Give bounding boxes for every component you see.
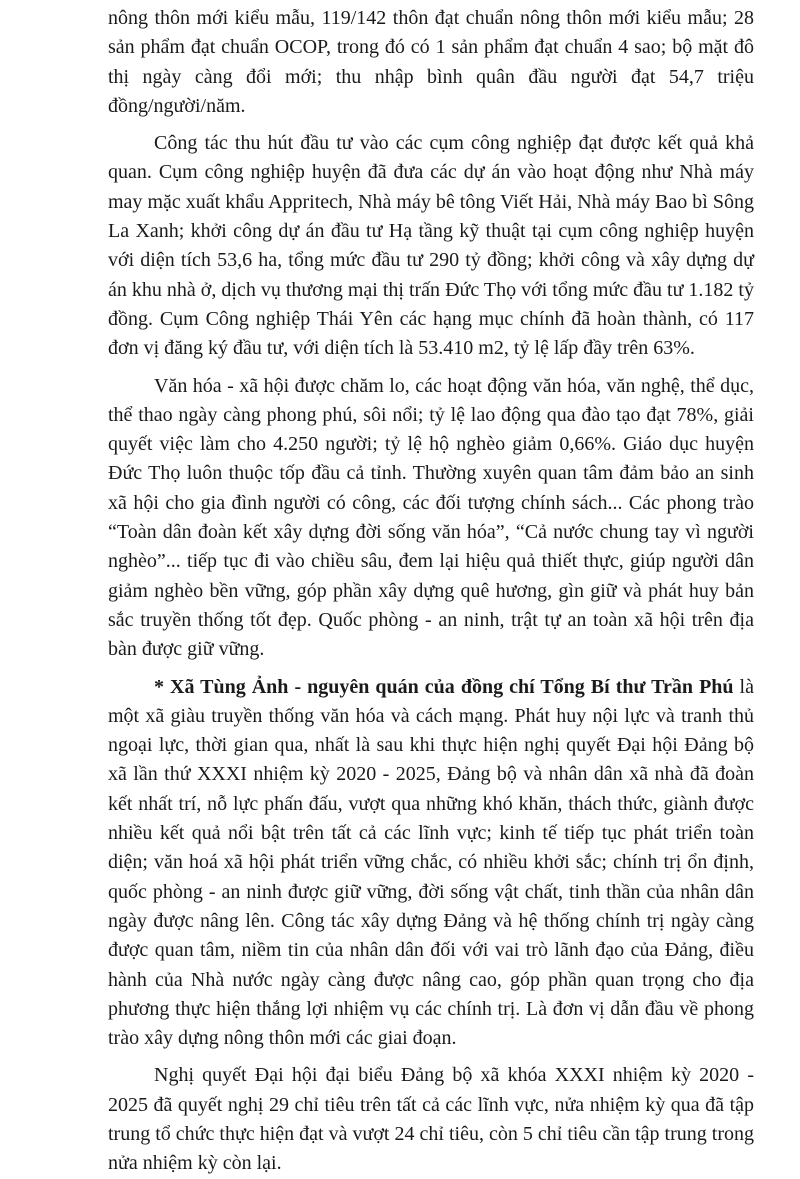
paragraph-lead-bold: * Xã Tùng Ảnh - nguyên quán của đồng chí Tổng Bí thư Trần Phú [154, 675, 734, 698]
paragraph-tung-anh-commune [108, 673, 754, 1054]
paragraph-industrial-investment: Công tác thu hút đầu tư vào các cụm công nghiệp đạt được kết quả khả quan. Cụm công nghiệp huyện đã đưa các dự án vào hoạt động như Nhà máy may mặc xuất khẩu Appritech, Nhà máy bê tông Viết Hải, Nhà máy Bao bì Sông La Xanh; khởi công dự án đầu tư Hạ tầng kỹ thuật tại cụm công nghiệp huyện với diện tích 53,6 ha, tổng mức đầu tư 290 tỷ đồng; khởi công và xây dựng dự án khu nhà ở, dịch vụ thương mại thị trấn Đức Thọ với tổng mức đầu tư 1.182 tỷ đồng. Cụm Công nghiệp Thái Yên các hạng mục chính đã hoàn thành, có 117 đơn vị đăng ký đầu tư, với diện tích là 53.410 m2, tỷ lệ lấp đầy trên 63%. [108, 132, 754, 360]
paragraph-continuation: nông thôn mới kiểu mẫu, 119/142 thôn đạt chuẩn nông thôn mới kiểu mẫu; 28 sản phẩm đạt chuẩn OCOP, trong đó có 1 sản phẩm đạt chuẩn 4 sao; bộ mặt đô thị ngày càng đổi mới; thu nhập bình quân đầu người đạt 54,7 triệu đồng/người/năm. [108, 7, 754, 117]
paragraph-resolution: Nghị quyết Đại hội đại biểu Đảng bộ xã khóa XXXI nhiệm kỳ 2020 - 2025 đã quyết nghị 29 chỉ tiêu trên tất cả các lĩnh vực, nửa nhiệm kỳ qua đã tập trung tổ chức thực hiện đạt và vượt 24 chỉ tiêu, còn 5 chỉ tiêu cần tập trung trong nửa nhiệm kỳ còn lại. [108, 1064, 754, 1175]
paragraph-culture-society: Văn hóa - xã hội được chăm lo, các hoạt động văn hóa, văn nghệ, thể dục, thể thao ngày càng phong phú, sôi nổi; tỷ lệ lao động qua đào tạo đạt 78%, giải quyết việc làm cho 4.250 người; tỷ lệ hộ nghèo giảm 0,66%. Giáo dục huyện Đức Thọ luôn thuộc tốp đầu cả tỉnh. Thường xuyên quan tâm đảm bảo an sinh xã hội cho gia đình người có công, các đối tượng chính sách... Các phong trào “Toàn dân đoàn kết xây dựng đời sống văn hóa”, “Cả nước chung tay vì người nghèo”... tiếp tục đi vào chiều sâu, đem lại hiệu quả thiết thực, giúp người dân giảm nghèo bền vững, góp phần xây dựng quê hương, gìn giữ và phát huy bản sắc truyền thống tốt đẹp. Quốc phòng - an ninh, trật tự an toàn xã hội trên địa bàn được giữ vững. [108, 374, 754, 661]
paragraph-body: là một xã giàu truyền thống văn hóa và cách mạng. Phát huy nội lực và tranh thủ ngoại lực, thời gian qua, nhất là sau khi thực hiện nghị quyết Đại hội Đảng bộ xã lần thứ XXXI nhiệm kỳ 2020 - 2025, Đảng bộ và nhân dân xã nhà đã đoàn kết nhất trí, nỗ lực phấn đấu, vượt qua những khó khăn, thách thức, giành được nhiều kết quả nổi bật trên tất cả các lĩnh vực; kinh tế tiếp tục phát triển toàn diện; văn hoá xã hội phát triển vững chắc, có nhiều khởi sắc; chính trị ổn định, quốc phòng - an ninh được giữ vững, đời sống vật chất, tinh thần của nhân dân ngày được nâng lên. Công tác xây dựng Đảng và hệ thống chính trị ngày càng được quan tâm, niềm tin của nhân dân đối với vai trò lãnh đạo của Đảng, điều hành của Nhà nước ngày càng được nâng cao, góp phần quan trọng cho địa phương thực hiện thắng lợi nhiệm vụ các chính trị. Là đơn vị dẫn đầu về phong trào xây dựng nông thôn mới các giai đoạn. [108, 675, 754, 1050]
